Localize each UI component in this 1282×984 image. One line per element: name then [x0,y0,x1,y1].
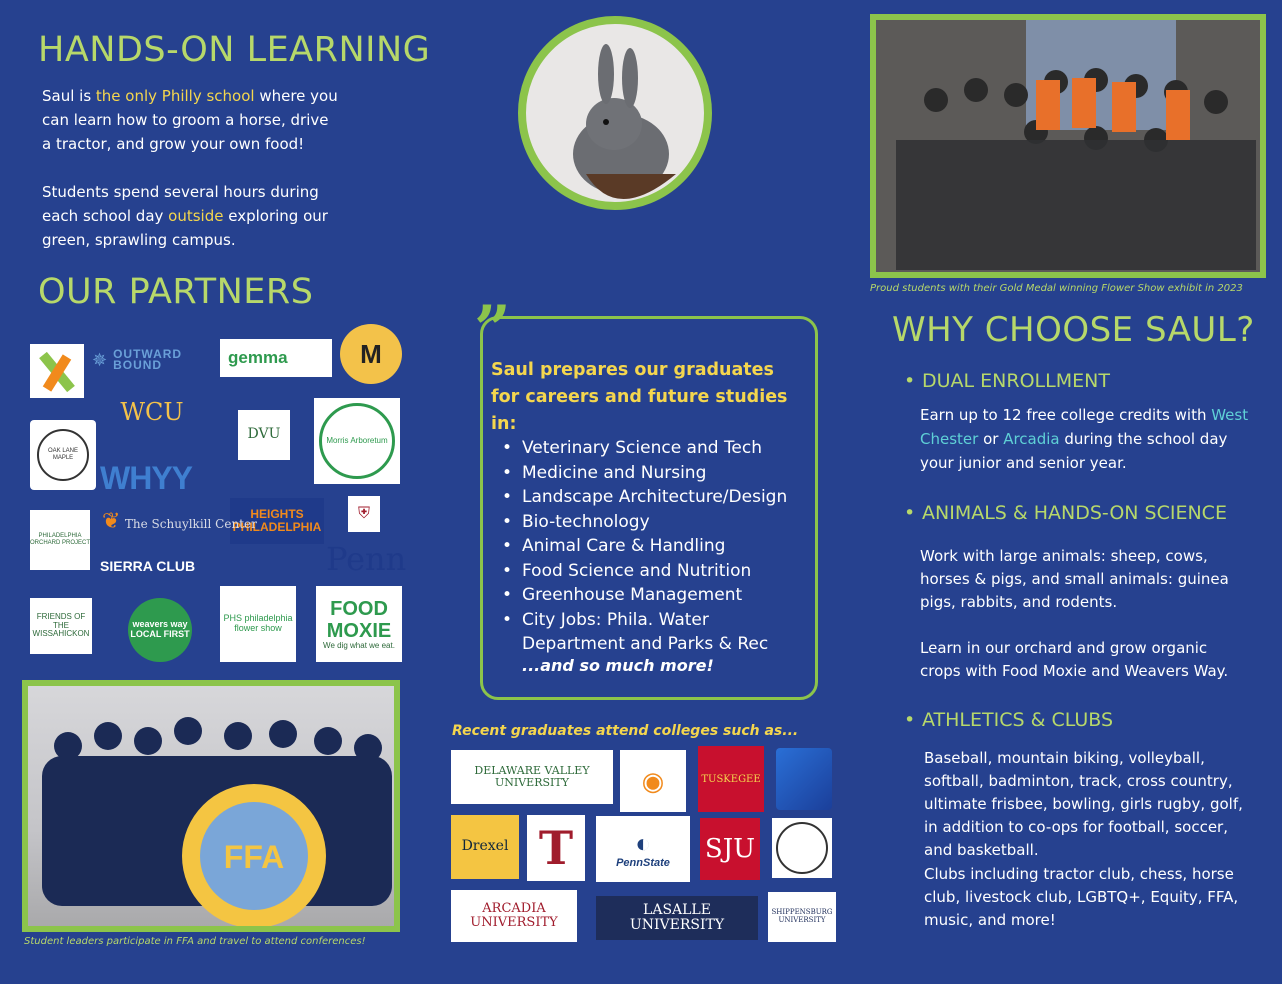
animals-text-2: Learn in our orchard and grow organic crops with Food Moxie and Weavers Way. [920,639,1229,680]
partner-logo-gemma: gemma [220,339,332,377]
bear-icon: ◉ [641,765,665,796]
partner-logo-nrac-mark: M [360,338,382,369]
hands-on-title: HANDS-ON LEARNING [38,30,431,70]
why-choose-title: WHY CHOOSE SAUL? [892,310,1255,350]
career-item: • Food Science and Nutrition [494,559,810,584]
flower-show-illustration [876,20,1260,272]
animals-text-1: Work with large animals: sheep, cows, horses & pigs, and small animals: guinea pigs, rabbits, and rodents. [920,547,1229,611]
careers-list [494,436,810,657]
partner-logo-schuylkill-center: ❦ The Schuylkill Center [102,508,257,533]
partner-logo-wcu: WCU [120,398,184,426]
athletics-heading: • ATHLETICS & CLUBS [904,709,1114,731]
rabbit-illustration [526,24,704,202]
partner-logo-phs: PHS philadelphia flower show [220,586,296,662]
career-item: • City Jobs: Phila. Water Department and Parks & Rec [494,608,810,657]
clubs-text: Clubs including tractor club, chess, horse club, livestock club, LGBTQ+, Equity, FFA, music, and more! [924,865,1239,929]
careers-title: Saul prepares our graduates for careers and future studies in: [491,360,788,434]
dual-enrollment-text: Earn up to 12 free college credits with West Chester or Arcadia during the school day your junior and senior year. [920,406,1249,472]
college-logo-cornell [772,818,832,878]
ffa-caption: Student leaders participate in FFA and travel to attend conferences! [24,936,366,947]
ffa-photo-illustration [28,686,394,926]
college-logo-j [776,748,832,810]
college-logo-drexel: Drexel [451,815,519,879]
penn-shield-icon: ⛨ [348,496,380,532]
careers-more: ...and so much more! [522,656,714,675]
partner-logo-morris-arboretum: Morris Arboretum [314,398,400,484]
career-item: • Medicine and Nursing [494,461,810,486]
flower-show-caption: Proud students with their Gold Medal winning Flower Show exhibit in 2023 [870,283,1243,294]
partner-logo-carrot [30,344,84,398]
partner-logo-oak-lane-maple: OAK LANE MAPLE [30,420,96,490]
partner-logo-penn: Penn [326,540,407,578]
partner-logo-orchard-project: PHILADELPHIA ORCHARD PROJECT [30,510,90,570]
career-item: • Bio-technology [494,510,810,535]
quote-mark-icon: ” [474,302,517,358]
hands-on-paragraph-2: Students spend several hours during each school day outside exploring our green, sprawling campus. [42,183,328,249]
temple-t-mark: T [538,820,574,875]
cornell-seal-icon [776,822,828,874]
colleges-title: Recent graduates attend colleges such as... [452,723,799,739]
svg-text:FFA: FFA [223,839,285,875]
leaf-icon: ❦ [102,508,121,533]
partner-logo-nrac [340,324,402,384]
college-logo-delaware-valley: DELAWARE VALLEY UNIVERSITY [451,750,613,804]
college-logo-lasalle: LASALLE UNIVERSITY [596,896,758,940]
career-item: • Animal Care & Handling [494,534,810,559]
partner-logo-sierra-club: SIERRA CLUB [100,558,196,574]
partner-logo-friends-wissahickon: FRIENDS OF THE WISSAHICKON [30,598,92,654]
rabbit-photo [518,16,712,210]
college-logo-temple [527,815,585,881]
college-logo-tuskegee: TUSKEGEE [698,746,764,812]
athletics-text: Baseball, mountain biking, volleyball, softball, badminton, track, cross country, ultimate frisbee, bowling, girls rugby, golf, in addition to co-ops for football, soccer, and basketball. [924,749,1243,859]
partners-title: OUR PARTNERS [38,272,314,312]
partner-logo-heights: HEIGHTS PHILADELPHIA [230,498,324,544]
college-logo-sju: SJU [700,818,760,880]
nittany-lion-icon: ◐ [635,827,651,858]
college-logo-arcadia: ARCADIA UNIVERSITY [451,890,577,942]
dual-enrollment-heading: • DUAL ENROLLMENT [904,370,1110,392]
animals-heading: • ANIMALS & HANDS-ON SCIENCE [904,502,1227,524]
college-logo-morgan-state [620,750,686,812]
college-logo-shippensburg: SHIPPENSBURG UNIVERSITY [768,892,836,942]
partner-logo-whyy: WHYY [100,460,192,496]
career-item: • Veterinary Science and Tech [494,436,810,461]
career-item: • Landscape Architecture/Design [494,485,810,510]
partner-logo-food-moxie: FOOD MOXIE We dig what we eat. [316,586,402,662]
college-logo-penn-state: ◐ PennState [596,816,690,882]
career-item: • Greenhouse Management [494,583,810,608]
partner-logo-weavers-way: weavers way LOCAL FIRST [128,598,192,662]
flower-show-photo [870,14,1266,278]
hands-on-paragraph-1: Saul is the only Philly school where you can learn how to groom a horse, drive a tractor, and grow your own food! [42,87,338,153]
ffa-photo [22,680,400,932]
partner-logo-dvu: DVU [238,410,290,460]
partner-logo-outward-bound: ✵ OUTWARD BOUND [92,347,183,372]
compass-icon: ✵ [92,349,108,370]
